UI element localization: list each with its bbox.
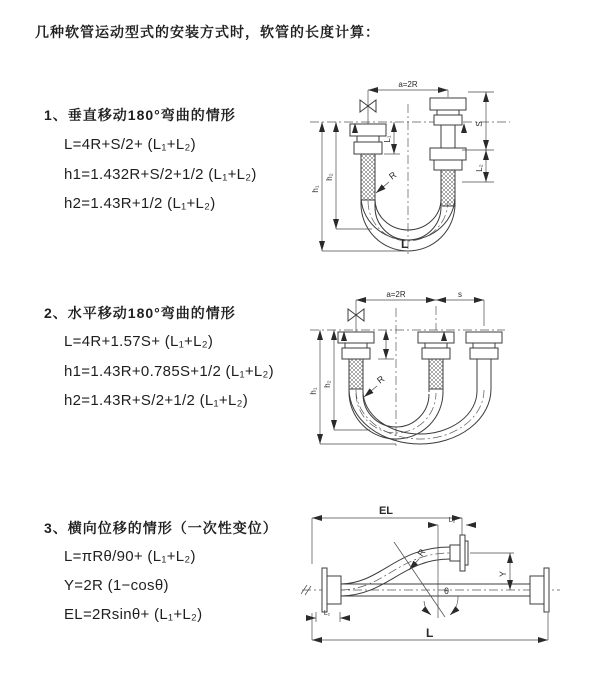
dim-label-s: S [475, 121, 484, 127]
braided-hose-section [349, 359, 363, 389]
dim-label-l2: L₂ [448, 517, 456, 524]
braided-hose-section [441, 170, 455, 206]
section1-formula-L: L=4R+S/2+ (L₁+L₂) [64, 136, 196, 153]
dim-label-l: L [426, 626, 434, 640]
section2-number: 2、 [44, 305, 68, 321]
section1-title: 垂直移动180°弯曲的情形 [67, 107, 236, 123]
right-fitting-column [430, 98, 466, 206]
radius-label: R [375, 373, 387, 386]
dim-label-h2: h₂ [323, 380, 332, 388]
right-fitting [466, 332, 502, 359]
dim-label-l1: L₁ [383, 135, 392, 143]
hose-u-bends [349, 359, 491, 444]
dim-label-a2r: a=2R [386, 290, 406, 299]
page-title: 几种软管运动型式的安装方式时，软管的长度计算： [35, 24, 380, 40]
section3-formula-Y: Y=2R (1−cosθ) [64, 577, 169, 594]
section2-title: 水平移动180°弯曲的情形 [67, 305, 236, 321]
valve-icon [360, 90, 376, 124]
braided-hose-section [361, 154, 375, 200]
section1-number: 1、 [44, 107, 68, 123]
dimensions [306, 505, 548, 640]
elevated-flange [450, 535, 468, 571]
dim-label-l2: L₂ [475, 164, 484, 172]
diagram-vertical-180-bend [310, 76, 565, 258]
section3-formula-L: L=πRθ/90+ (L₁+L₂) [64, 548, 196, 565]
section2-formula-h1: h1=1.43R+0.785S+1/2 (L₁+L₂) [64, 363, 274, 380]
dim-label-h2: h₂ [325, 173, 334, 181]
dim-label-h1: h₁ [311, 185, 320, 193]
middle-fitting [418, 332, 454, 389]
angle-label: θ [444, 586, 450, 596]
section3-number: 3、 [44, 520, 68, 536]
dim-label-l1: L₁ [323, 610, 331, 617]
dim-label-h1: h₁ [309, 387, 318, 395]
diagram-lateral-displacement [298, 498, 593, 655]
dimensions [309, 290, 484, 444]
dim-label-a2r: a=2R [398, 80, 418, 89]
braided-hose-section [429, 359, 443, 389]
dim-label-y: Y [498, 570, 508, 578]
valve-icon [348, 300, 364, 332]
section2-formula-L: L=4R+1.57S+ (L₁+L₂) [64, 333, 214, 350]
dim-label-el: EL [378, 505, 394, 517]
section2-heading [44, 303, 236, 323]
section3-formula-EL: EL=2Rsinθ+ (L₁+L₂) [64, 606, 203, 623]
dimensions [311, 80, 494, 251]
section1-formula-h2: h2=1.43R+1/2 (L₁+L₂) [64, 195, 216, 212]
radius-label: R [387, 169, 399, 182]
length-label: L [401, 237, 409, 251]
radius-label: R [415, 547, 428, 559]
section1-heading [44, 105, 236, 125]
section3-heading [44, 518, 278, 538]
right-flange [530, 568, 549, 612]
section1-formula-h1: h1=1.432R+S/2+1/2 (L₁+L₂) [64, 166, 257, 183]
left-fitting [350, 124, 386, 200]
diagram-horizontal-180-bend [310, 282, 565, 454]
dim-label-s: s [458, 290, 462, 299]
section2-formula-h2: h2=1.43R+S/2+1/2 (L₁+L₂) [64, 392, 249, 409]
hose-displaced-position [341, 547, 450, 596]
section3-title: 横向位移的情形（一次性变位） [67, 520, 278, 536]
left-flange [322, 568, 341, 612]
